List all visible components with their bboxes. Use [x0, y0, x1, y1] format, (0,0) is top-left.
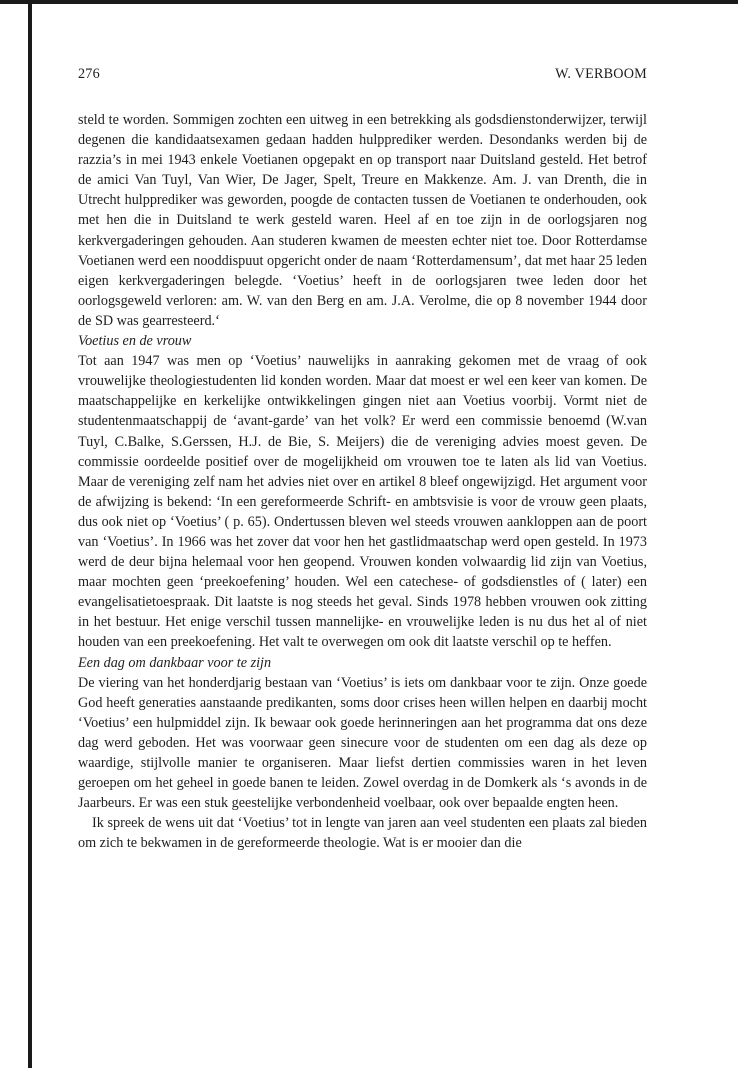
section-2-paragraph-2: Ik spreek de wens uit dat ‘Voetius’ tot in lengte van jaren aan veel studenten een plaats zal bieden om zich te bekwamen in de gereformeerde theologie. Wat is er mooier dan die [78, 815, 647, 852]
running-author: W. VERBOOM [555, 66, 647, 82]
body-text [78, 110, 647, 853]
page-number: 276 [78, 66, 100, 82]
running-header [78, 66, 647, 86]
section-2-paragraph: De viering van het honderdjarig bestaan van ‘Voetius’ is iets om dankbaar voor te zijn. Onze goede God heeft generaties aanstaande predikanten, soms door crises heen willen helpen en daarbij mocht ‘Voetius’ een hulpmiddel zijn. Ik bewaar ook goede herinneringen aan het programma dat ons deze dag werd geboden. Het was voorwaar geen sinecure voor de studenten om een dag als deze op waardige, stijlvolle manier te organiseren. Maar liefst dertien commissies waren in het leven geroepen om het geheel in goede banen te leiden. Zowel overdag in de Domkerk als ‘s avonds in de Jaarbeurs. Er was een stuk geestelijke verbondenheid voelbaar, ook over bepaalde engten heen. [78, 674, 647, 812]
paragraph-1: steld te worden. Sommigen zochten een uitweg in een betrekking als godsdienstonderwijzer, terwijl degenen die kandidaatsexamen gedaan hadden hulpprediker werden. Desondanks werden bij de razzia’s in mei 1943 enkele Voetianen opgepakt en op transport naar Duitsland gesteld. Het betrof de amici Van Tuyl, Van Wier, De Jager, Spelt, Treure en Makkenze. Am. J. van Drenth, die in Utrecht hulpprediker was geworden, poogde de contacten tussen de Voetianen te onderhouden, ook met hen die in Duitsland te werk gesteld waren. Heel af en toe zijn in de oorlogsjaren nog kerkvergaderingen gehouden. Aan studeren kwamen de meesten echter niet toe. Door Rotterdamse Voetianen werd een nooddispuut opgericht onder de naam ‘Rotterdamensum’, dat met haar 25 leden eigen kerkvergaderingen belegde. ‘Voetius’ heeft in de oorlogsjaren twee leden door het oorlogsgeweld verloren: am. W. van den Berg en am. J.A. Verolme, die op 8 november 1944 door de SD was gearresteerd.‘ [78, 112, 647, 329]
document-page [78, 66, 647, 853]
section-1-paragraph: Tot aan 1947 was men op ‘Voetius’ nauwelijks in aanraking gekomen met de vraag of ook vrouwelijke theologiestudenten lid konden worden. Maar dat moest er wel een keer van komen. De maatschappelijke en kerkelijke ontwikkelingen gingen niet aan Voetius voorbij. Vormt niet de studentenmaatschappij de ‘avant-garde’ van het volk? Er werd een commissie benoemd (W.van Tuyl, C.Balke, S.Gerssen, H.J. de Bie, S. Meijers) die de vereniging advies moest geven. De commissie oordeelde positief over de mogelijkheid om vrouwen toe te laten als lid van Voetius. Maar de vereniging zelf nam het advies niet over en artikel 8 bleef ongewijzigd. Het argument voor de afwijzing is bekend: ‘In een gereformeerde Schrift- en ambtsvisie is voor de vrouw geen plaats, dus ook niet op ‘Voetius’ ( p. 65). Ondertussen bleven wel steeds vrouwen aankloppen aan de poort van ‘Voetius’. In 1966 was het zover dat voor hen het gastlidmaatschap werd open gesteld. In 1973 werd de deur bijna helemaal voor hen geopend. Vrouwen konden volwaardig lid zijn van Voetius, maar mochten geen ‘preekoefening’ houden. Wel een catechese- of godsdienstles of ( later) een evangelisatietoespraak. Dit laatste is nog steeds het geval. Sinds 1978 hebben vrouwen ook zitting in het bestuur. Het enige verschil tussen mannelijke- en vrouwelijke leden is nu dus het al of niet houden van een preekoefening. Het valt te overwegen om ook dit laatste verschil op te heffen. [78, 353, 647, 651]
scan-edge-top [0, 0, 738, 4]
scan-edge-left [28, 0, 32, 1068]
section-heading-een-dag: Een dag om dankbaar voor te zijn [78, 654, 272, 671]
section-heading-voetius-en-de-vrouw: Voetius en de vrouw [78, 333, 192, 350]
